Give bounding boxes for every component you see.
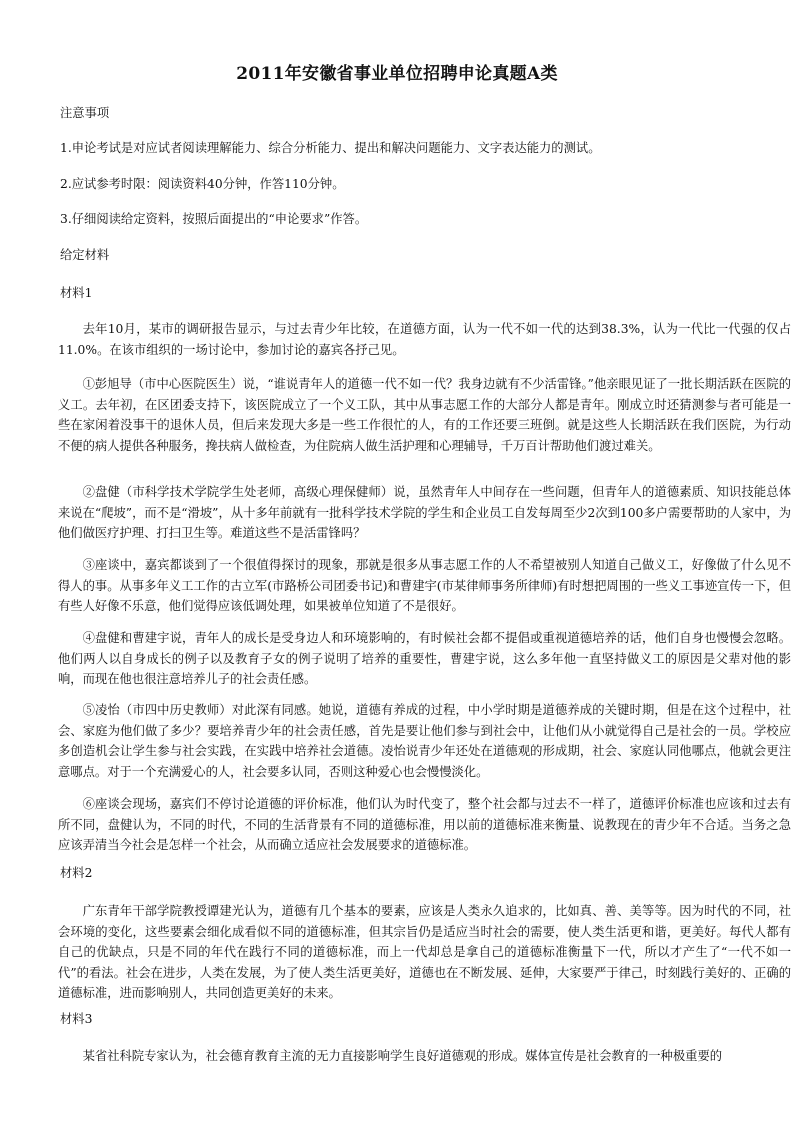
material2-paragraph: 广东青年干部学院教授谭建光认为，道德有几个基本的要素，应该是人类永久追求的，比如真、善、美等等。因为时代的不同，社会环境的变化，这些要素会细化成看似不同的道德标准，但其宗旨仍是适应当时社会的需要，使人类生活更和谐，更美好。每代人都有自己的优缺点，只是不同的年代在践行不同的道德标准，而上一代却总是拿自己的道德标准衡量下一代，所以才产生了“一代不如一代”的看法。社会在进步，人类在发展，为了使人类生活更美好，道德也在不断发展、延伸，大家要严于律己，时刻践行美好的、正确的道德标准，进而影响别人，共同创造更美好的未来。 [58, 904, 791, 1001]
materials-heading: 给定材料 [60, 248, 110, 262]
material1-paragraph: ①彭旭导（市中心医院医生）说，“谁说青年人的道德一代不如一代？我身边就有不少活雷锋。”他亲眼见证了一批长期活跃在医院的义工。去年初，在区团委支持下，该医院成立了一个义工队，其中从事志愿工作的大部分人都是青年。刚成立时还猜测参与者可能是一些在家闲着没事干的退休人员，但后来发现大多是一些工作很忙的人，有的工作还要三班倒。就是这些人长期活跃在我们医院，为行动不便的病人提供各种服务，搀扶病人做检查，为住院病人做生活护理和心理辅导，千万百计帮助他们渡过难关。 [58, 377, 791, 453]
document-title: 2011年安徽省事业单位招聘申论真题A类 [236, 64, 558, 84]
material1-paragraph: ⑤凌怡（市四中历史教师）对此深有同感。她说，道德有养成的过程，中小学时期是道德养成的关键时期，但是在这个过程中，社会、家庭为他们做了多少？要培养青少年的社会责任感，首先是要让他们参与到社会中，让他们从小就觉得自己是社会的一员。学校应多创造机会让学生参与社会实践，在实践中培养社会道德。凌怡说青少年还处在道德观的形成期，社会、家庭认同他哪点，他就会更注意哪点。对于一个充满爱心的人，社会要多认同，否则这种爱心也会慢慢淡化。 [58, 703, 791, 779]
material1-heading: 材料1 [60, 286, 93, 300]
notice-item-2: 2.应试参考时限：阅读资料40分钟，作答110分钟。 [60, 177, 345, 191]
material1-paragraph: ⑥座谈会现场，嘉宾们不停讨论道德的评价标准，他们认为时代变了，整个社会都与过去不一样了，道德评价标准也应该和过去有所不同，盘健认为，不同的时代，不同的生活背景有不同的道德标准，用以前的道德标准来衡量、说教现在的青少年不合适。当务之急应该弄清当今社会是怎样一个社会，从而确立适应社会发展要求的道德标准。 [58, 797, 791, 853]
material1-paragraph: ②盘健（市科学技术学院学生处老师，高级心理保健师）说，虽然青年人中间存在一些问题，但青年人的道德素质、知识技能总体来说在“爬坡”，而不是“滑坡”，从十多年前就有一批科学技术学院的学生和企业员工自发每周至少2次到100多户需要帮助的人家中，为他们做医疗护理、打扫卫生等。难道这些不是活雷锋吗？ [58, 485, 791, 541]
material3-paragraph: 某省社科院专家认为，社会德育教育主流的无力直接影响学生良好道德观的形成。媒体宣传是社会教育的一种极重要的 [82, 1049, 723, 1063]
notice-heading: 注意事项 [60, 106, 110, 120]
material2-heading: 材料2 [60, 866, 93, 880]
material3-heading: 材料3 [60, 1012, 93, 1026]
material1-paragraph: ③座谈中，嘉宾都谈到了一个很值得探讨的现象，那就是很多从事志愿工作的人不希望被别人知道自己做义工，好像做了什么见不得人的事。从事多年义工工作的古立军(市路桥公司团委书记)和曹建宇(市某律师事务所律师)有时想把周围的一些义工事迹宣传一下，但有些人好像不乐意，他们觉得应该低调处理，如果被单位知道了不是很好。 [58, 558, 791, 614]
notice-item-3: 3.仔细阅读给定资料，按照后面提出的“申论要求”作答。 [60, 212, 368, 226]
material1-paragraph: 去年10月，某市的调研报告显示，与过去青少年比较，在道德方面，认为一代不如一代的达到38.3%，认为一代比一代强的仅占11.0%。在该市组织的一场讨论中，参加讨论的嘉宾各抒己见。 [58, 322, 791, 357]
notice-item-1: 1.申论考试是对应试者阅读理解能力、综合分析能力、提出和解决问题能力、文字表达能力的测试。 [60, 141, 601, 155]
material1-paragraph: ④盘健和曹建宇说，青年人的成长是受身边人和环境影响的，有时候社会都不提倡或重视道德培养的话，他们自身也慢慢会忽略。他们两人以自身成长的例子以及教育子女的例子说明了培养的重要性，曹建宇说，这么多年他一直坚持做义工的原因是父辈对他的影响，而现在他也很注意培养儿子的社会责任感。 [58, 631, 791, 687]
